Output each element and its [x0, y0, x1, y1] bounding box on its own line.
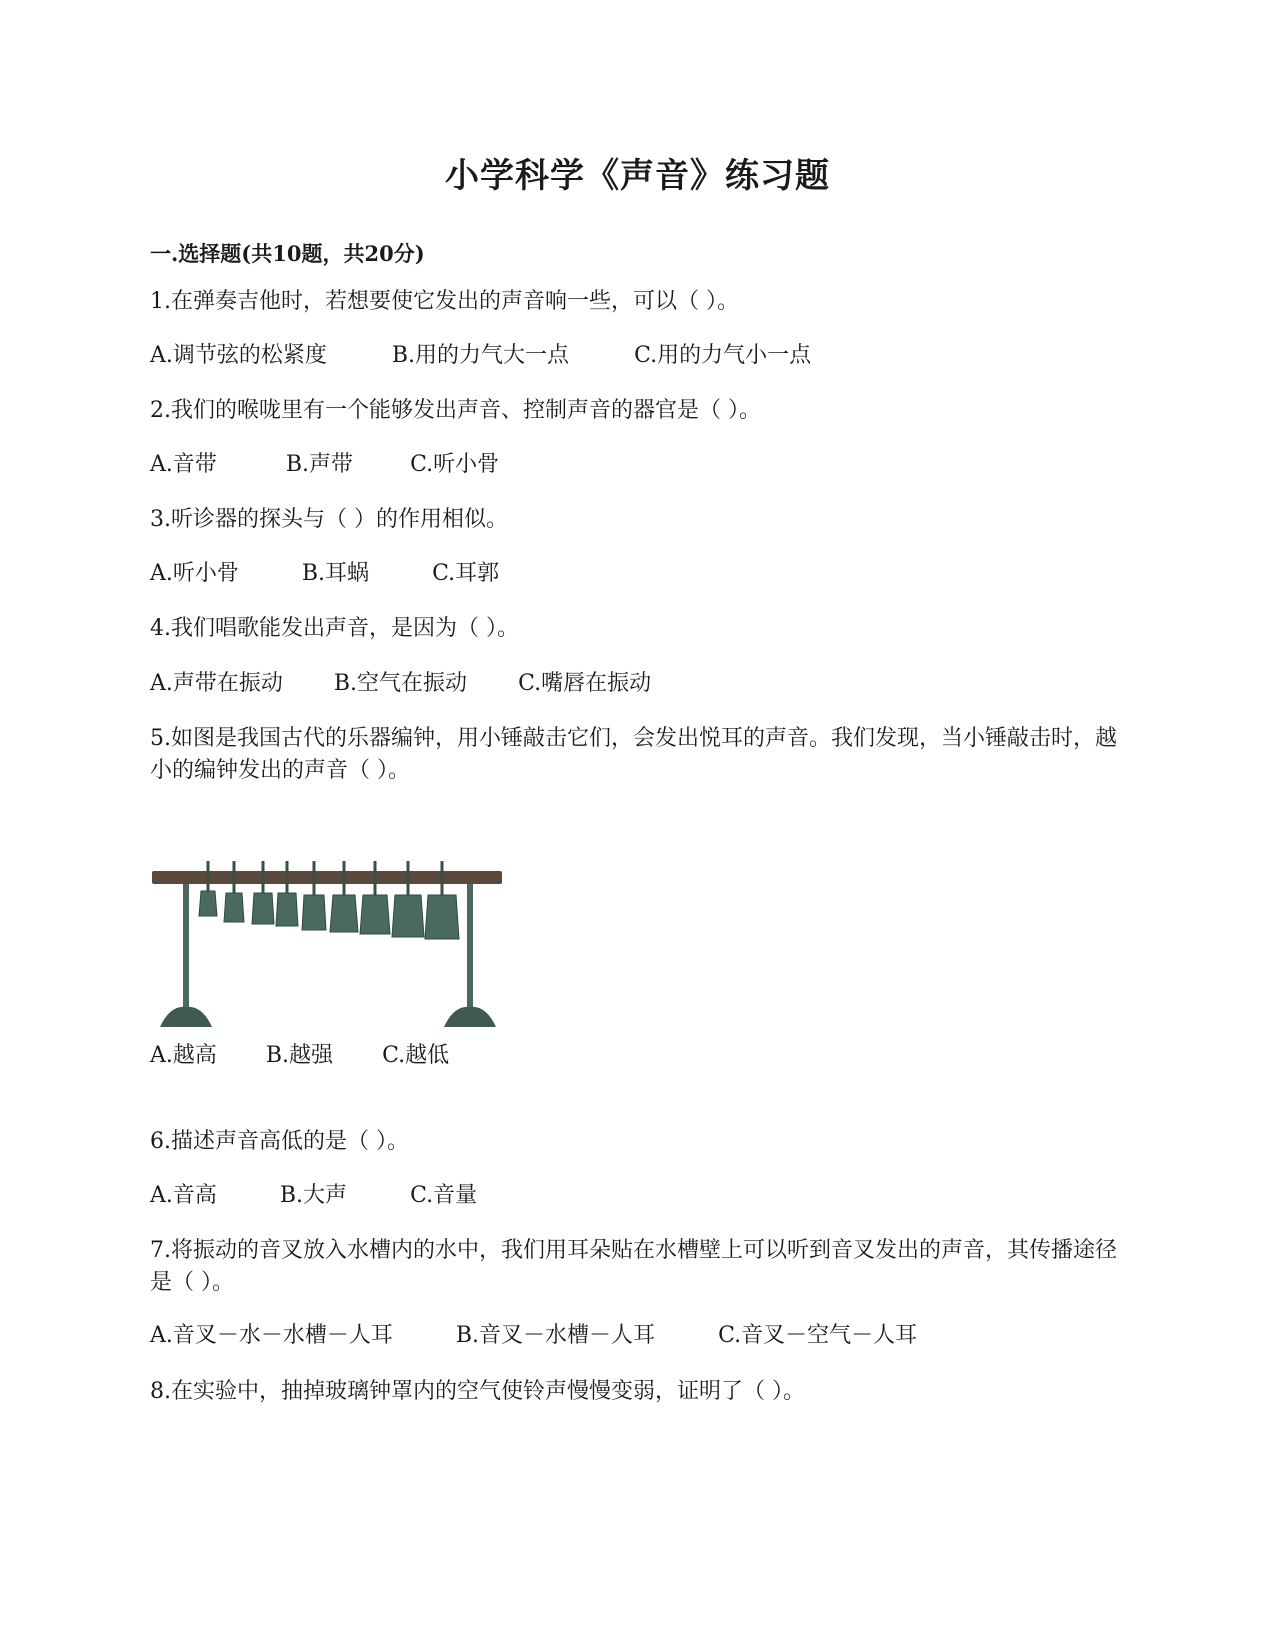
option-b: B.空气在振动 — [333, 671, 468, 696]
option-a: A.声带在振动 — [150, 671, 283, 696]
bell-3 — [252, 893, 274, 924]
option-b: B.耳蜗 — [301, 561, 370, 586]
bell-4 — [276, 893, 298, 926]
bell-6 — [330, 895, 358, 932]
bell-rack-post — [183, 884, 189, 1009]
question-options — [150, 668, 651, 700]
question-options — [150, 1320, 917, 1352]
page-title: 小学科学《声音》练习题 — [445, 156, 830, 196]
option-a: A.音带 — [150, 452, 217, 477]
bianzhong-bells-image — [150, 855, 530, 1040]
question-stem: 8.在实验中，抽掉玻璃钟罩内的空气使铃声慢慢变弱，证明了（ ）。 — [150, 1379, 805, 1404]
option-b: B.大声 — [279, 1183, 348, 1208]
option-a: A.听小骨 — [150, 561, 239, 586]
option-a: A.调节弦的松紧度 — [150, 343, 327, 368]
bell-5 — [302, 895, 326, 930]
option-b: B.音叉－水槽－人耳 — [455, 1323, 656, 1348]
bell-2 — [224, 893, 244, 922]
question-stem: 6.描述声音高低的是（ ）。 — [150, 1129, 409, 1154]
question-stem: 2.我们的喉咙里有一个能够发出声音、控制声音的器官是（ ）。 — [150, 398, 761, 423]
question-stem: 1.在弹奏吉他时，若想要使它发出的声音响一些，可以（ ）。 — [150, 289, 739, 314]
option-c: C.音量 — [410, 1183, 478, 1208]
question-options — [150, 558, 499, 590]
bell-9 — [425, 895, 459, 939]
question-options — [150, 340, 811, 372]
question-options — [150, 449, 499, 481]
question-stem: 4.我们唱歌能发出声音，是因为（ ）。 — [150, 616, 519, 641]
option-a: A.音高 — [150, 1183, 217, 1208]
bell-1 — [199, 891, 217, 916]
question-stem: 7.将振动的音叉放入水槽内的水中，我们用耳朵贴在水槽壁上可以听到音叉发出的声音，其传播途径是（ ）。 — [150, 1238, 1117, 1295]
bell-rack-base — [444, 1007, 496, 1027]
question-stem: 3.听诊器的探头与（ ）的作用相似。 — [150, 507, 508, 532]
option-c: C.耳郭 — [432, 561, 500, 586]
option-c: C.越低 — [382, 1043, 450, 1068]
option-b: B.用的力气大一点 — [391, 343, 570, 368]
question-options — [150, 1040, 449, 1072]
option-b: B.声带 — [285, 452, 354, 477]
option-c: C.音叉－空气－人耳 — [718, 1323, 918, 1348]
option-c: C.嘴唇在振动 — [518, 671, 652, 696]
option-a: A.音叉－水－水槽－人耳 — [150, 1323, 393, 1348]
option-a: A.越高 — [150, 1043, 217, 1068]
option-c: C.用的力气小一点 — [634, 343, 812, 368]
bell-7 — [360, 895, 390, 934]
question-options — [150, 1180, 477, 1212]
bell-rack-post — [467, 884, 473, 1009]
option-c: C.听小骨 — [410, 452, 500, 477]
bell-rack-base — [160, 1007, 212, 1027]
question-stem: 5.如图是我国古代的乐器编钟，用小锤敲击它们，会发出悦耳的声音。我们发现，当小锤敲击时，越小的编钟发出的声音（ ）。 — [150, 726, 1117, 783]
bell-8 — [392, 895, 424, 937]
bell-rack-beam — [152, 871, 502, 884]
section-heading: 一.选择题(共10题，共20分) — [150, 241, 425, 266]
option-b: B.越强 — [265, 1043, 334, 1068]
